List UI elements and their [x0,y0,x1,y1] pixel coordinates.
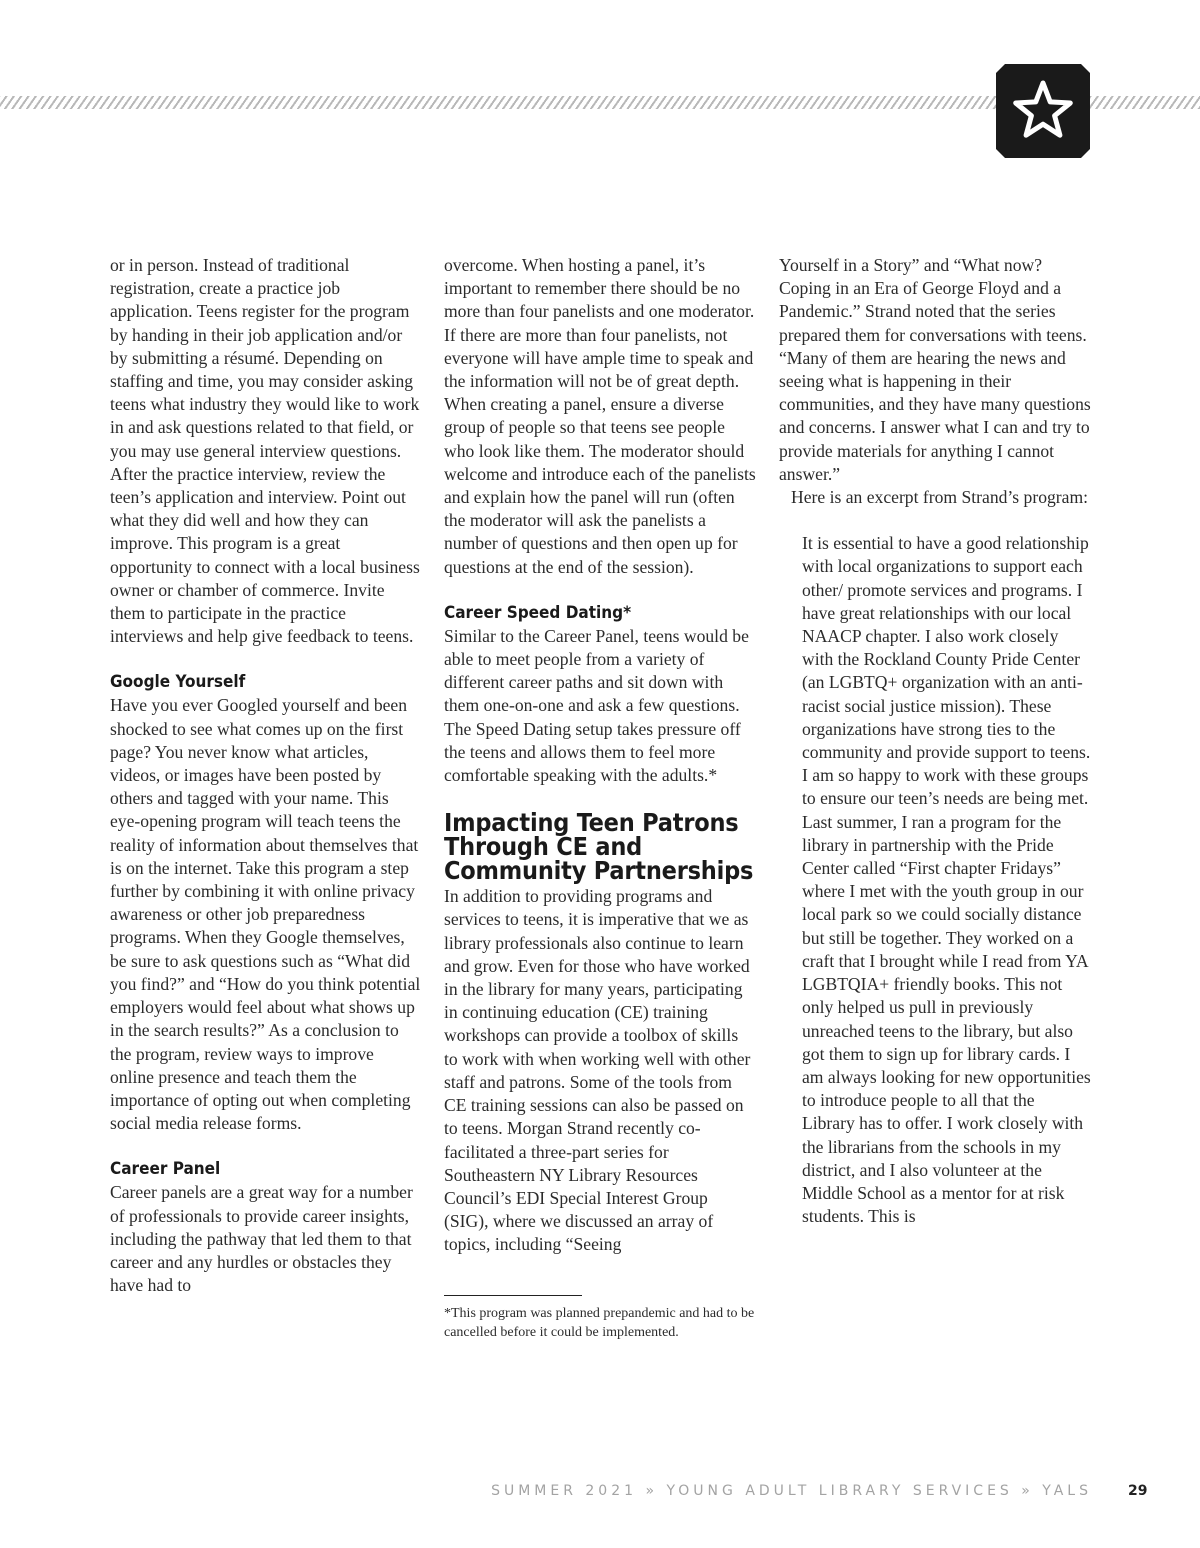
paragraph: Have you ever Googled yourself and been shocked to see what comes up on the first page? You never know what articles, videos, or images have been posted by others and tagged with your name. This eye-opening program will teach teens the reality of information about themselves that is on the internet. Take this program a step further by combining it with online privacy awareness or other job preparedness programs. When they Google themselves, be sure to ask questions such as “What did you find?” and “How do you think potential employers would feel about what shows up in the search results?” As a conclusion to the program, review ways to improve online presence and teach them the importance of opting out when completing social media release forms. [110,695,421,1134]
paragraph: Similar to the Career Panel, teens would be able to meet people from a variety of different career paths and sit down with them one-on-one and ask a few questions. The Speed Dating setup takes pressure off the teens and allows them to feel more comfortable speaking with the adults.* [444,625,749,786]
column-3 [779,254,1091,1228]
footnote-rule [444,1295,582,1296]
section-badge [996,64,1090,158]
paragraph: In addition to providing programs and services to teens, it is imperative that we as library professionals also continue to learn and grow. Even for those who have worked in the library for many years, participating in continuing education (CE) training workshops can provide a toolbox of skills to work with when working well with other staff and patrons. Some of the tools from CE training sessions can also be passed on to teens. Morgan Strand recently co-facilitated a three-part series for Southeastern NY Library Resources Council’s EDI Special Interest Group (SIG), where we discussed an array of topics, including “Seeing [444,886,751,1255]
section-heading: Impacting Teen Patrons Through CE and Community Partnerships [444,808,754,886]
column-2 [444,254,756,1342]
star-icon [1009,77,1077,145]
paragraph: Career panels are a great way for a number of professionals to provide career insights, including the pathway that led them to that career and any hurdles or obstacles they have had to [110,1182,413,1296]
paragraph: overcome. When hosting a panel, it’s important to remember there should be no more than four panelists and one moderator. If there are more than four panelists, not everyone will have ample time to speak and the information will not be of great depth. When creating a panel, ensure a diverse group of people so that teens see people who look like them. The moderator should welcome and introduce each of the panelists and explain how the panel will run (often the moderator will ask the panelists a number of questions and then open up for questions at the end of the session). [444,255,756,577]
subheading-career-speed-dating: Career Speed Dating* [444,602,632,623]
running-footer: SUMMER 2021 » YOUNG ADULT LIBRARY SERVICES » YALS [491,1483,1092,1499]
page-footer [0,1480,1200,1504]
blockquote: It is essential to have a good relationship with local organizations to support each other/ promote services and programs. I have great relationships with our local NAACP chapter. I also work closely with the Rockland County Pride Center (an LGBTQ+ organization with an anti-racist social justice mission). These organizations have strong ties to the community and provide support to teens. I am so happy to work with these groups to ensure our teen’s needs are being met. Last summer, I ran a program for the library in partnership with the Pride Center called “First chapter Fridays” where I met with the youth group in our local park so we could socially distance but still be together. They worked on a craft that I brought while I read from YA LGBTQIA+ friendly books. This not only helped us pull in previously unreached teens to the library, but also got them to sign up for library cards. I am always looking for new opportunities to introduce people to all that the Library has to offer. I work closely with the librarians from the schools in my district, and I also volunteer at the Middle School as a mentor for at risk students. This is [802,533,1091,1227]
column-1 [110,254,422,1297]
subheading-career-panel: Career Panel [110,1159,221,1180]
paragraph: Here is an excerpt from Strand’s program: [791,487,1089,508]
subheading-google-yourself: Google Yourself [110,672,246,693]
paragraph: or in person. Instead of traditional registration, create a practice job application. Teens register for the program by handing in their job application and/or by submitting a résumé. Depending on staffing and time, you may consider asking teens what industry they would like to work in and ask questions related to that field, or you may use general interview questions. After the practice interview, review the teen’s application and interview. Point out what they did well and how they can improve. This program is a great opportunity to connect with a local business owner or chamber of commerce. Invite them to participate in the practice interviews and help give feedback to teens. [110,255,420,647]
footnote: *This program was planned prepandemic and had to be cancelled before it could be implemented. [444,1305,755,1340]
page-number: 29 [1128,1483,1148,1499]
paragraph: Yourself in a Story” and “What now? Coping in an Era of George Floyd and a Pandemic.” Strand noted that the series prepared them for conversations with teens. “Many of them are hearing the news and seeing what is happening in their communities, and they have many questions and concerns. I answer what I can and try to provide materials for anything I cannot answer.” [779,255,1091,484]
